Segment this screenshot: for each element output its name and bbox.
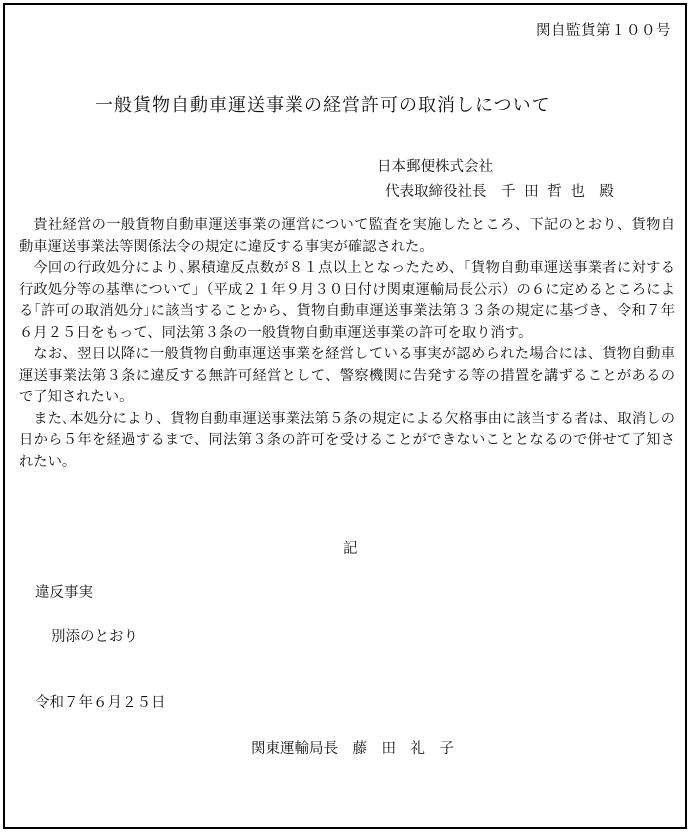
ki-heading: 記 [343,541,358,557]
paragraph-4: また､本処分により、貨物自動車運送事業法第５条の規定による欠格事由に該当する者は、取消しの日から５年を経過するまで、同法第３条の許可を受けることができないこととなるので併せて了知されたい。 [19,410,675,470]
addressee-person: 代表取締役社長 千 田 哲 也 殿 [385,184,614,200]
document-title: 一般貨物自動車運送事業の経営許可の取消しについて [95,95,551,116]
document-page [3,3,687,829]
body-text [19,215,675,473]
violation-heading: 違反事実 [35,585,93,601]
issuer-name: 関東運輸局長 藤 田 礼 子 [251,741,454,757]
paragraph-3: なお、翌日以降に一般貨物自動車運送事業を経営している事実が認められた場合には、貨物自動車運送事業法第３条に違反する無許可経営として、警察機関に告発する等の措置を講ずることがあるので了知されたい。 [19,346,675,405]
document-number: 関自監貨第１００号 [536,23,671,39]
issue-date: 令和７年６月２５日 [35,695,166,711]
paragraph-2: 今回の行政処分により､累積違反点数が８１点以上となったため、｢貨物自動車運送事業者に対する行政処分等の基準について」（平成２１年９月３０日付け関東運輸局長公示）の６に定めるところによる｢許可の取消処分｣に該当することから、貨物自動車運送事業法第３３条の規定に基づき、令和７年６月２５日をもって、同法第３条の一般貨物自動車運送事業の許可を取り消す。 [19,260,675,341]
paragraph-1: 貴社経営の一般貨物自動車運送事業の運営について監査を実施したところ、下記のとおり、貨物自動車運送事業法等関係法令の規定に違反する事実が確認された。 [19,217,675,255]
violation-detail: 別添のとおり [51,629,138,645]
addressee-company: 日本郵便株式会社 [377,159,493,175]
